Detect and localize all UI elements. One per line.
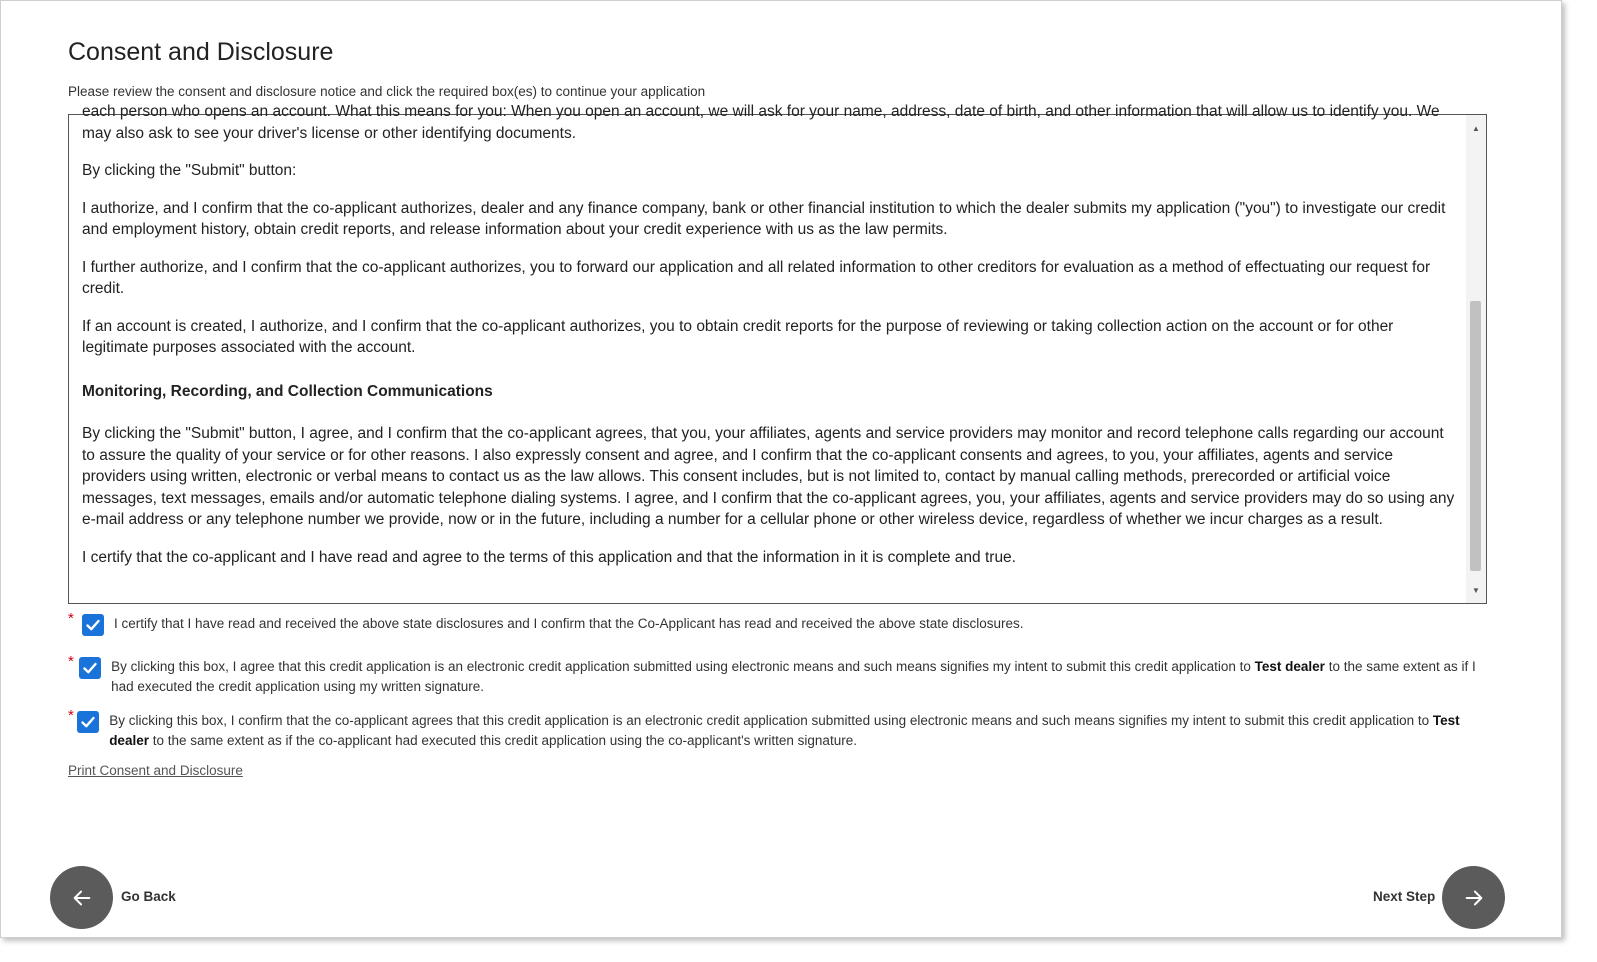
checkmark-icon [80,714,96,730]
required-asterisk: * [68,653,74,670]
checkbox-label [114,612,1024,634]
checkbox-label [109,709,1488,751]
checkmark-icon [85,617,101,633]
notice-paragraph: I authorize, and I confirm that the co-applicant authorizes, dealer and any finance company, bank or other financial institution to which the dealer submits my application ("you") to investigate our credit and employment history, obtain credit reports, and release information about your credit experience with us as the law permits. [82,199,1446,238]
co-applicant-signature-checkbox[interactable] [77,711,99,733]
arrow-left-icon [71,887,93,909]
dealer-name: Test dealer [1254,659,1325,674]
go-back-label[interactable]: Go Back [121,889,176,904]
notice-paragraph: By clicking the "Submit" button, I agree, and I confirm that the co-applicant agrees, that you, your affiliates, agents and service providers may monitor and record telephone calls regarding our account to assure the quality of your service or for other reasons. I also expressly consent and agree, and I confirm that the co-applicant consents and agrees, to you, your affiliates, agents and service providers using written, electronic or verbal means to contact us as the law allows. This consent includes, but is not limited to, contact by manual calling methods, prerecorded or artificial voice messages, text messages, emails and/or automatic telephone dialing systems. I agree, and I confirm that the co-applicant agrees, you, your affiliates, agents and service providers may do so using any e-mail address or any telephone number we provide, now or in the future, including a number for a cellular phone or other wireless device, regardless of whether we incur charges as a result. [82,425,1455,528]
electronic-signature-consent-row [68,655,1488,697]
go-back-button[interactable] [50,866,113,929]
print-consent-link[interactable]: Print Consent and Disclosure [68,763,243,778]
page-title: Consent and Disclosure [68,38,334,66]
notice-paragraph: I further authorize, and I confirm that the co-applicant authorizes, you to forward our application and all related information to other creditors for evaluation as a method of effectuating our request for credit. [82,258,1431,297]
next-step-button[interactable] [1442,866,1505,929]
scroll-thumb[interactable] [1470,301,1481,571]
notice-heading: Monitoring, Recording, and Collection Communications [82,382,493,400]
dealer-name: Test dealer [109,713,1460,748]
arrow-right-icon [1463,887,1485,909]
scroll-down-arrow-icon[interactable]: ▼ [1472,585,1480,595]
consent-notice-scrollbox[interactable] [68,103,1487,604]
notice-paragraph: I certify that the co-applicant and I have read and agree to the terms of this application and that the information in it is complete and true. [82,548,1016,566]
required-asterisk: * [68,707,74,724]
electronic-signature-checkbox[interactable] [79,657,101,679]
notice-paragraph: By clicking the "Submit" button: [82,162,297,179]
notice-paragraph: each person who opens an account. What this means for you: When you open an account, we will ask for your name, address, date of birth, and other information that will allow us to identify you. We may also ask to see your driver's license or other identifying documents. [82,103,1440,142]
notice-scrollbar[interactable] [1466,115,1486,603]
checkbox-label-text: By clicking this box, I confirm that the co-applicant agrees that this credit application is an electronic credit application submitted using electronic means and such means signifies my intent to submit this credit application to [109,713,1433,728]
checkbox-label-text: to the same extent as if the co-applicant had executed this credit application using the co-applicant's written signature. [148,733,857,748]
next-step-label[interactable]: Next Step [1373,889,1436,904]
checkbox-label [111,655,1488,697]
page-subtitle: Please review the consent and disclosure notice and click the required box(es) to continue your application [68,84,706,99]
required-asterisk: * [68,610,74,627]
state-disclosures-checkbox[interactable] [82,614,104,636]
notice-content [82,101,1456,584]
checkbox-label-text: By clicking this box, I agree that this credit application is an electronic credit application submitted using electronic means and such means signifies my intent to submit this credit application to [111,659,1255,674]
co-applicant-signature-consent-row [68,709,1488,751]
checkbox-label-text: to the same extent as if I had executed the credit application using my written signature. [111,659,1476,694]
checkmark-icon [82,660,98,676]
state-disclosures-consent-row [68,612,1488,636]
checkbox-label-text: I certify that I have read and received the above state disclosures and I confirm that the Co-Applicant has read and received the above state disclosures. [114,616,1024,631]
scroll-up-arrow-icon[interactable]: ▲ [1472,123,1480,133]
notice-paragraph: If an account is created, I authorize, and I confirm that the co-applicant authorizes, you to obtain credit reports for the purpose of reviewing or taking collection action on the account or for other legitimate purposes associated with the account. [82,317,1394,356]
